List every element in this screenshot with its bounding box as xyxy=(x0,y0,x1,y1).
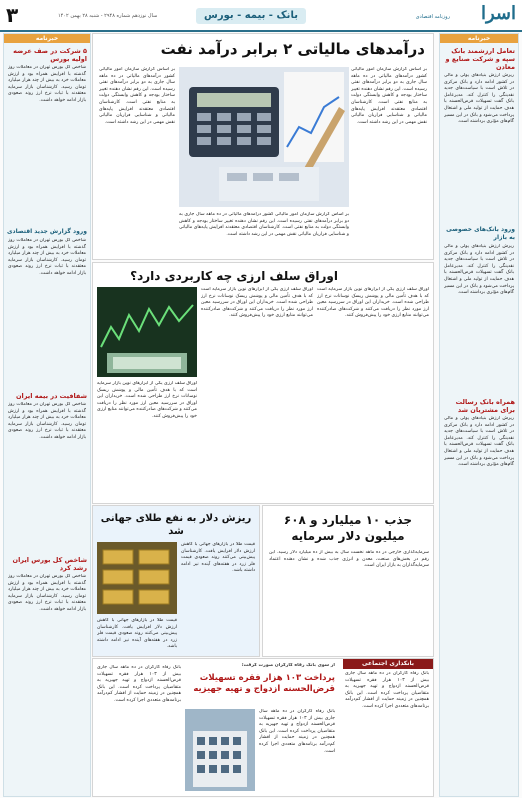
bottom-body-2: بانک رفاه کارگران در ده ماهه سال جاری بیش از ۱۰۳ هزار فقره تسهیلات قرض‌الحسنه ازدواج و تهیه جهیزیه به متقاضیان پرداخت کرده است. این بانک همچنین در زمینه حمایت از اقشار کم‌درآمد برنامه‌های متعددی اجرا کرده است. xyxy=(259,709,335,754)
bottom-body-1: بانک رفاه کارگران در ده ماهه سال جاری بیش از ۱۰۳ هزار فقره تسهیلات قرض‌الحسنه ازدواج و تهیه جهیزیه به متقاضیان پرداخت کرده است. این بانک همچنین در زمینه حمایت از اقشار کم‌درآمد برنامه‌های متعددی اجرا کرده است. xyxy=(345,671,429,709)
third-article xyxy=(262,505,434,657)
right-body-1: ریزش ارزش بنیادهای پولی و مالی در کشور ادامه دارد و بانک مرکزی در تلاش است با سیاست‌های جدید نقدینگی را کنترل کند. مدیرعامل بانک گفت تسهیلات قرض‌الحسنه با هدف حمایت از تولید ملی و اشتغال پرداخت می‌شود و بانک در این مسیر گام‌های مؤثری برداشته است. xyxy=(444,73,514,125)
newspaper-subline: روزنامه اقتصادی xyxy=(415,14,450,20)
bank-building-photo xyxy=(185,709,255,791)
second-body-2: اوراق سلف ارزی یکی از ابزارهای نوین بازار سرمایه است که با هدف تأمین مالی و پوشش ریسک نوسانات نرخ ارز طراحی شده است. خریداران این اوراق در سررسید معین ارز مورد نظر را دریافت می‌کنند و شرکت‌های صادرکننده می‌توانند منابع ارزی خود را پیش‌فروش کنند. xyxy=(201,287,313,319)
bottom-body-3: بانک رفاه کارگران در ده ماهه سال جاری بیش از ۱۰۳ هزار فقره تسهیلات قرض‌الحسنه ازدواج و تهیه جهیزیه به متقاضیان پرداخت کرده است. این بانک همچنین در زمینه حمایت از اقشار کم‌درآمد برنامه‌های متعددی اجرا کرده است. xyxy=(97,665,181,703)
bottom-box-head: بانکداری اجتماعی xyxy=(343,659,433,669)
section-title: بانک - بیمه - بورس xyxy=(196,8,306,24)
second-article-title: اوراق سلف ارزی چه کاربردی دارد؟ xyxy=(130,269,338,283)
left-headline-2: ورود گزارش جدید اقتصادی xyxy=(7,228,87,235)
currency-chart-photo xyxy=(97,287,197,377)
bottom-article xyxy=(92,658,434,797)
right-column-head: خبرنامه xyxy=(440,34,518,43)
fourth-article xyxy=(92,505,260,657)
right-body-2: ریزش ارزش بنیادهای پولی و مالی در کشور ادامه دارد و بانک مرکزی در تلاش است با سیاست‌های جدید نقدینگی را کنترل کند. مدیرعامل بانک گفت تسهیلات قرض‌الحسنه با هدف حمایت از تولید ملی و اشتغال پرداخت می‌شود و بانک در این مسیر گام‌های مؤثری برداشته است. xyxy=(444,244,514,296)
second-article xyxy=(92,262,434,504)
left-body-2: شاخص کل بورس تهران در معاملات روز گذشته با افزایش همراه بود و ارزش معاملات خرد به بیش از چند هزار میلیارد تومان رسید. کارشناسان بازار سرمایه معتقدند با ثبات نرخ ارز روند صعودی بازار ادامه خواهد داشت. xyxy=(8,238,86,276)
right-headline-2: ورود بانک‌های خصوصی به بازار xyxy=(446,226,515,241)
left-headline-4: شاخص کل بورس ایران رشد کرد xyxy=(12,556,87,572)
left-body-4: شاخص کل بورس تهران در معاملات روز گذشته با افزایش همراه بود و ارزش معاملات خرد به بیش از چند هزار میلیارد تومان رسید. کارشناسان بازار سرمایه معتقدند با ثبات نرخ ارز روند صعودی بازار ادامه خواهد داشت. xyxy=(8,574,86,612)
issue-info: سال نوزدهم شماره ۲۹۴۸ - شنبه ۲۸ بهمن ۱۴۰۲ xyxy=(58,13,158,19)
page-header xyxy=(0,0,522,32)
right-headline-3: همراه بانک رسالت برای مشتریان شد xyxy=(455,398,515,414)
second-body-3: اوراق سلف ارزی یکی از ابزارهای نوین بازار سرمایه است که با هدف تأمین مالی و پوشش ریسک نوسانات نرخ ارز طراحی شده است. خریداران این اوراق در سررسید معین ارز مورد نظر را دریافت می‌کنند و شرکت‌های صادرکننده می‌توانند منابع ارزی خود را پیش‌فروش کنند. xyxy=(97,381,197,419)
left-headline-1: ۵ شرکت در صف عرضه اولیه بورس xyxy=(13,47,87,63)
left-headline-3: شفافیت در بیمه ایران xyxy=(15,392,87,400)
left-body-1: شاخص کل بورس تهران در معاملات روز گذشته با افزایش همراه بود و ارزش معاملات خرد به بیش از چند هزار میلیارد تومان رسید. کارشناسان بازار سرمایه معتقدند با ثبات نرخ ارز روند صعودی بازار ادامه خواهد داشت. xyxy=(8,65,86,103)
third-body: سرمایه‌گذاری خارجی در ده ماهه نخست سال به بیش از ده میلیارد دلار رسید. این رقم در بخش‌های صنعت، معدن و انرژی جذب شده و نشان دهنده اعتماد سرمایه‌گذاران به بازار ایران است. xyxy=(269,550,429,569)
bottom-headline-small: از سوی بانک رفاه کارگران صورت گرفت؛ xyxy=(241,663,335,668)
third-article-title: جذب ۱۰ میلیارد و ۶۰۸ میلیون دلار سرمایه xyxy=(283,513,413,543)
calculator-photo xyxy=(179,67,349,207)
fourth-article-title: ریزش دلار به نفع طلای جهانی شد xyxy=(100,513,252,537)
main-body-3: بر اساس گزارش سازمان امور مالیاتی کشور درآمدهای مالیاتی در ده ماهه سال جاری به دو برابر درآمدهای نفتی رسیده است. این رقم نشان دهنده تغییر ساختار بودجه و کاهش وابستگی دولت به منابع نفتی است. کارشناسان اقتصادی معتقدند افزایش پایه‌های مالیاتی و شناسایی فراریان مالیاتی نقش مهمی در این رشد داشته است. xyxy=(179,212,349,237)
right-headline-1: تعامل ارزشمند بانک سپه و شرکت صنایع و معادن xyxy=(445,47,515,71)
second-body-1: اوراق سلف ارزی یکی از ابزارهای نوین بازار سرمایه است که با هدف تأمین مالی و پوشش ریسک نوسانات نرخ ارز طراحی شده است. خریداران این اوراق در سررسید معین ارز مورد نظر را دریافت می‌کنند و شرکت‌های صادرکننده می‌توانند منابع ارزی خود را پیش‌فروش کنند. xyxy=(317,287,429,319)
bottom-headline: پرداخت ۱۰۳ هزار فقره تسهیلات قرض‌الحسنه ازدواج و تهیه جهیزیه xyxy=(193,673,335,694)
fourth-body-2: قیمت طلا در بازارهای جهانی با کاهش ارزش دلار افزایش یافت. کارشناسان پیش‌بینی می‌کنند روند صعودی قیمت فلز زرد در هفته‌های آینده نیز ادامه داشته باشد. xyxy=(97,618,177,650)
newspaper-logo: اسرا xyxy=(480,3,516,24)
main-article-title: درآمدهای مالیاتی ۲ برابر درآمد نفت xyxy=(160,40,425,58)
right-news-column xyxy=(439,33,519,797)
left-body-3: شاخص کل بورس تهران در معاملات روز گذشته با افزایش همراه بود و ارزش معاملات خرد به بیش از چند هزار میلیارد تومان رسید. کارشناسان بازار سرمایه معتقدند با ثبات نرخ ارز روند صعودی بازار ادامه خواهد داشت. xyxy=(8,402,86,440)
fourth-body-1: قیمت طلا در بازارهای جهانی با کاهش ارزش دلار افزایش یافت. کارشناسان پیش‌بینی می‌کنند روند صعودی قیمت فلز زرد در هفته‌های آینده نیز ادامه داشته باشد. xyxy=(181,542,255,574)
left-news-column xyxy=(3,33,91,797)
page-number: ۳ xyxy=(6,3,19,27)
left-column-head: خبرنامه xyxy=(4,34,90,43)
gold-bars-photo xyxy=(97,542,177,614)
main-body-2: بر اساس گزارش سازمان امور مالیاتی کشور درآمدهای مالیاتی در ده ماهه سال جاری به دو برابر درآمدهای نفتی رسیده است. این رقم نشان دهنده تغییر ساختار بودجه و کاهش وابستگی دولت به منابع نفتی است. کارشناسان اقتصادی معتقدند افزایش پایه‌های مالیاتی و شناسایی فراریان مالیاتی نقش مهمی در این رشد داشته است. xyxy=(99,67,175,125)
main-body-1: بر اساس گزارش سازمان امور مالیاتی کشور درآمدهای مالیاتی در ده ماهه سال جاری به دو برابر درآمدهای نفتی رسیده است. این رقم نشان دهنده تغییر ساختار بودجه و کاهش وابستگی دولت به منابع نفتی است. کارشناسان اقتصادی معتقدند افزایش پایه‌های مالیاتی و شناسایی فراریان مالیاتی نقش مهمی در این رشد داشته است. xyxy=(351,67,427,125)
main-article xyxy=(92,33,434,260)
right-body-3: ریزش ارزش بنیادهای پولی و مالی در کشور ادامه دارد و بانک مرکزی در تلاش است با سیاست‌های جدید نقدینگی را کنترل کند. مدیرعامل بانک گفت تسهیلات قرض‌الحسنه با هدف حمایت از تولید ملی و اشتغال پرداخت می‌شود و بانک در این مسیر گام‌های مؤثری برداشته است. xyxy=(444,416,514,468)
